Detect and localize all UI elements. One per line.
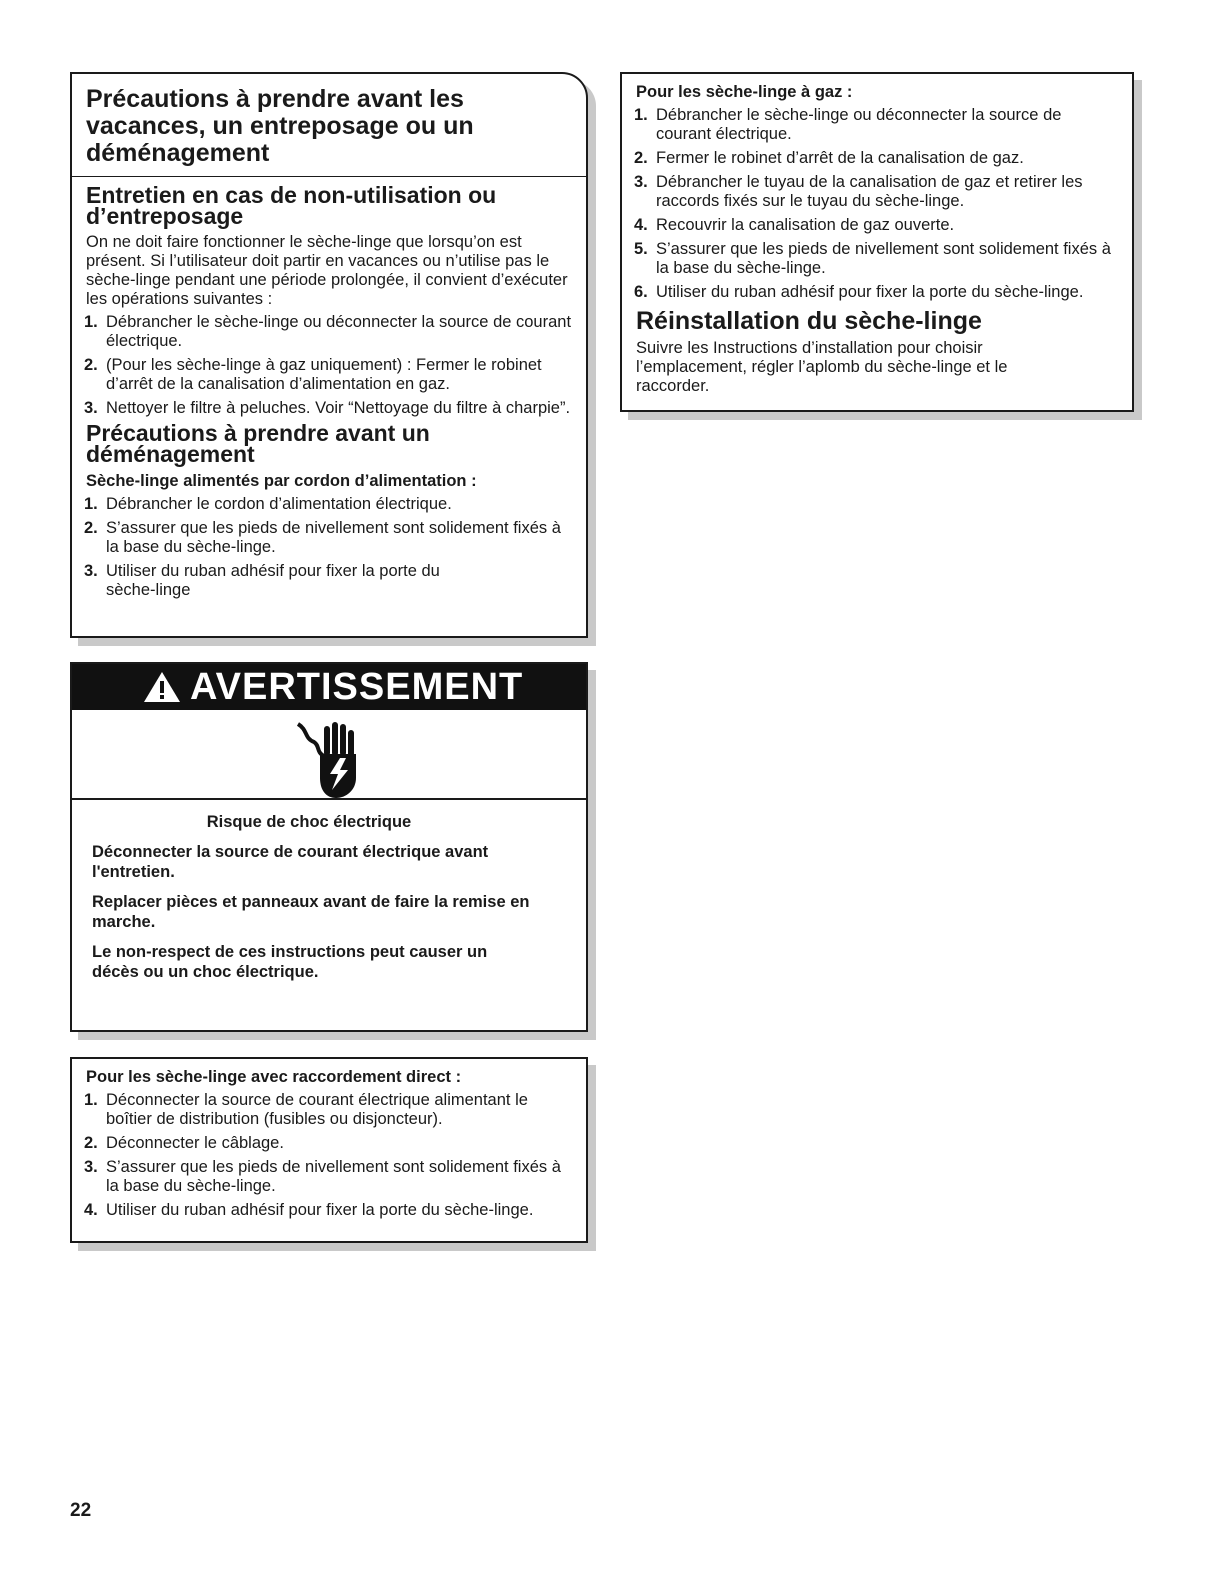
list-item: 4. Recouvrir la canalisation de gaz ouverte. bbox=[634, 216, 955, 234]
warning-header bbox=[72, 664, 586, 710]
list-item: 3. Débrancher le tuyau de la canalisation de gaz et retirer les raccords fixés sur le tuyau du sèche-linge. bbox=[634, 173, 1083, 210]
list-item: 3. Nettoyer le filtre à peluches. Voir “Nettoyage du filtre à charpie”. bbox=[84, 399, 571, 417]
moving-steps bbox=[72, 495, 572, 600]
list-item: 2. Déconnecter le câblage. bbox=[84, 1134, 284, 1152]
list-item: 2. S’assurer que les pieds de nivellement sont solidement fixés à la base du sèche-linge. bbox=[84, 519, 561, 556]
direct-steps bbox=[72, 1091, 572, 1220]
electric-shock-hand-icon bbox=[294, 720, 364, 800]
warning-box bbox=[70, 662, 588, 1032]
warning-label: AVERTISSEMENT bbox=[190, 665, 524, 708]
list-item: 1. Débrancher le sèche-linge ou déconnecter la source de courant électrique. bbox=[634, 106, 1062, 143]
gas-reinstall-box bbox=[620, 72, 1134, 412]
warning-line: Le non-respect de ces instructions peut causer un décès ou un choc électrique. bbox=[92, 943, 488, 981]
list-item: 6. Utiliser du ruban adhésif pour fixer la porte du sèche-linge. bbox=[634, 283, 1084, 301]
gas-title: Pour les sèche-linge à gaz : bbox=[636, 83, 853, 101]
list-item: 1. Déconnecter la source de courant électrique alimentant le boîtier de distribution (fusibles ou disjoncteur). bbox=[84, 1091, 528, 1128]
storage-steps bbox=[72, 313, 572, 418]
direct-title: Pour les sèche-linge avec raccordement direct : bbox=[86, 1068, 462, 1086]
section-title-storage: Entretien en cas de non-utilisation ou d’entreposage bbox=[86, 182, 497, 229]
list-item: 2. Fermer le robinet d’arrêt de la canalisation de gaz. bbox=[634, 149, 1024, 167]
page-number: 22 bbox=[70, 1500, 92, 1521]
gas-steps bbox=[622, 106, 1118, 302]
reinstall-text: Suivre les Instructions d’installation pour choisir l’emplacement, régler l’aplomb du sèche-linge et le raccorder. bbox=[636, 339, 1008, 395]
reinstall-title: Réinstallation du sèche-linge bbox=[636, 307, 982, 335]
section-title-moving: Précautions à prendre avant un déménagement bbox=[86, 420, 430, 467]
subtitle-cord: Sèche-linge alimentés par cordon d’alimentation : bbox=[86, 472, 477, 490]
risk-title: Risque de choc électrique bbox=[206, 813, 412, 831]
list-item: 3. Utiliser du ruban adhésif pour fixer la porte du sèche-linge bbox=[84, 562, 440, 599]
main-title: Précautions à prendre avant les vacances, un entreposage ou un déménagement bbox=[86, 85, 474, 167]
list-item: 5. S’assurer que les pieds de nivellement sont solidement fixés à la base du sèche-linge. bbox=[634, 240, 1111, 277]
storage-intro: On ne doit faire fonctionner le sèche-linge que lorsqu’on est présent. Si l’utilisateur doit partir en vacances ou n’utilise pas le sèche-linge pendant une période prolongée, il convient d’exécuter les opérations suivantes : bbox=[86, 233, 568, 308]
warning-line: Replacer pièces et panneaux avant de faire la remise en marche. bbox=[92, 893, 530, 931]
warning-triangle-icon bbox=[142, 670, 182, 704]
list-item: 3. S’assurer que les pieds de nivellement sont solidement fixés à la base du sèche-linge. bbox=[84, 1158, 561, 1195]
list-item: 2. (Pour les sèche-linge à gaz uniquement) : Fermer le robinet d’arrêt de la canalisation d’alimentation en gaz. bbox=[84, 356, 542, 393]
list-item: 4. Utiliser du ruban adhésif pour fixer la porte du sèche-linge. bbox=[84, 1201, 534, 1219]
precautions-box bbox=[70, 72, 588, 638]
list-item: 1. Débrancher le sèche-linge ou déconnecter la source de courant électrique. bbox=[84, 313, 572, 350]
warning-line: Déconnecter la source de courant électrique avant l'entretien. bbox=[92, 843, 489, 881]
direct-connection-box bbox=[70, 1057, 588, 1243]
list-item: 1. Débrancher le cordon d’alimentation électrique. bbox=[84, 495, 452, 513]
